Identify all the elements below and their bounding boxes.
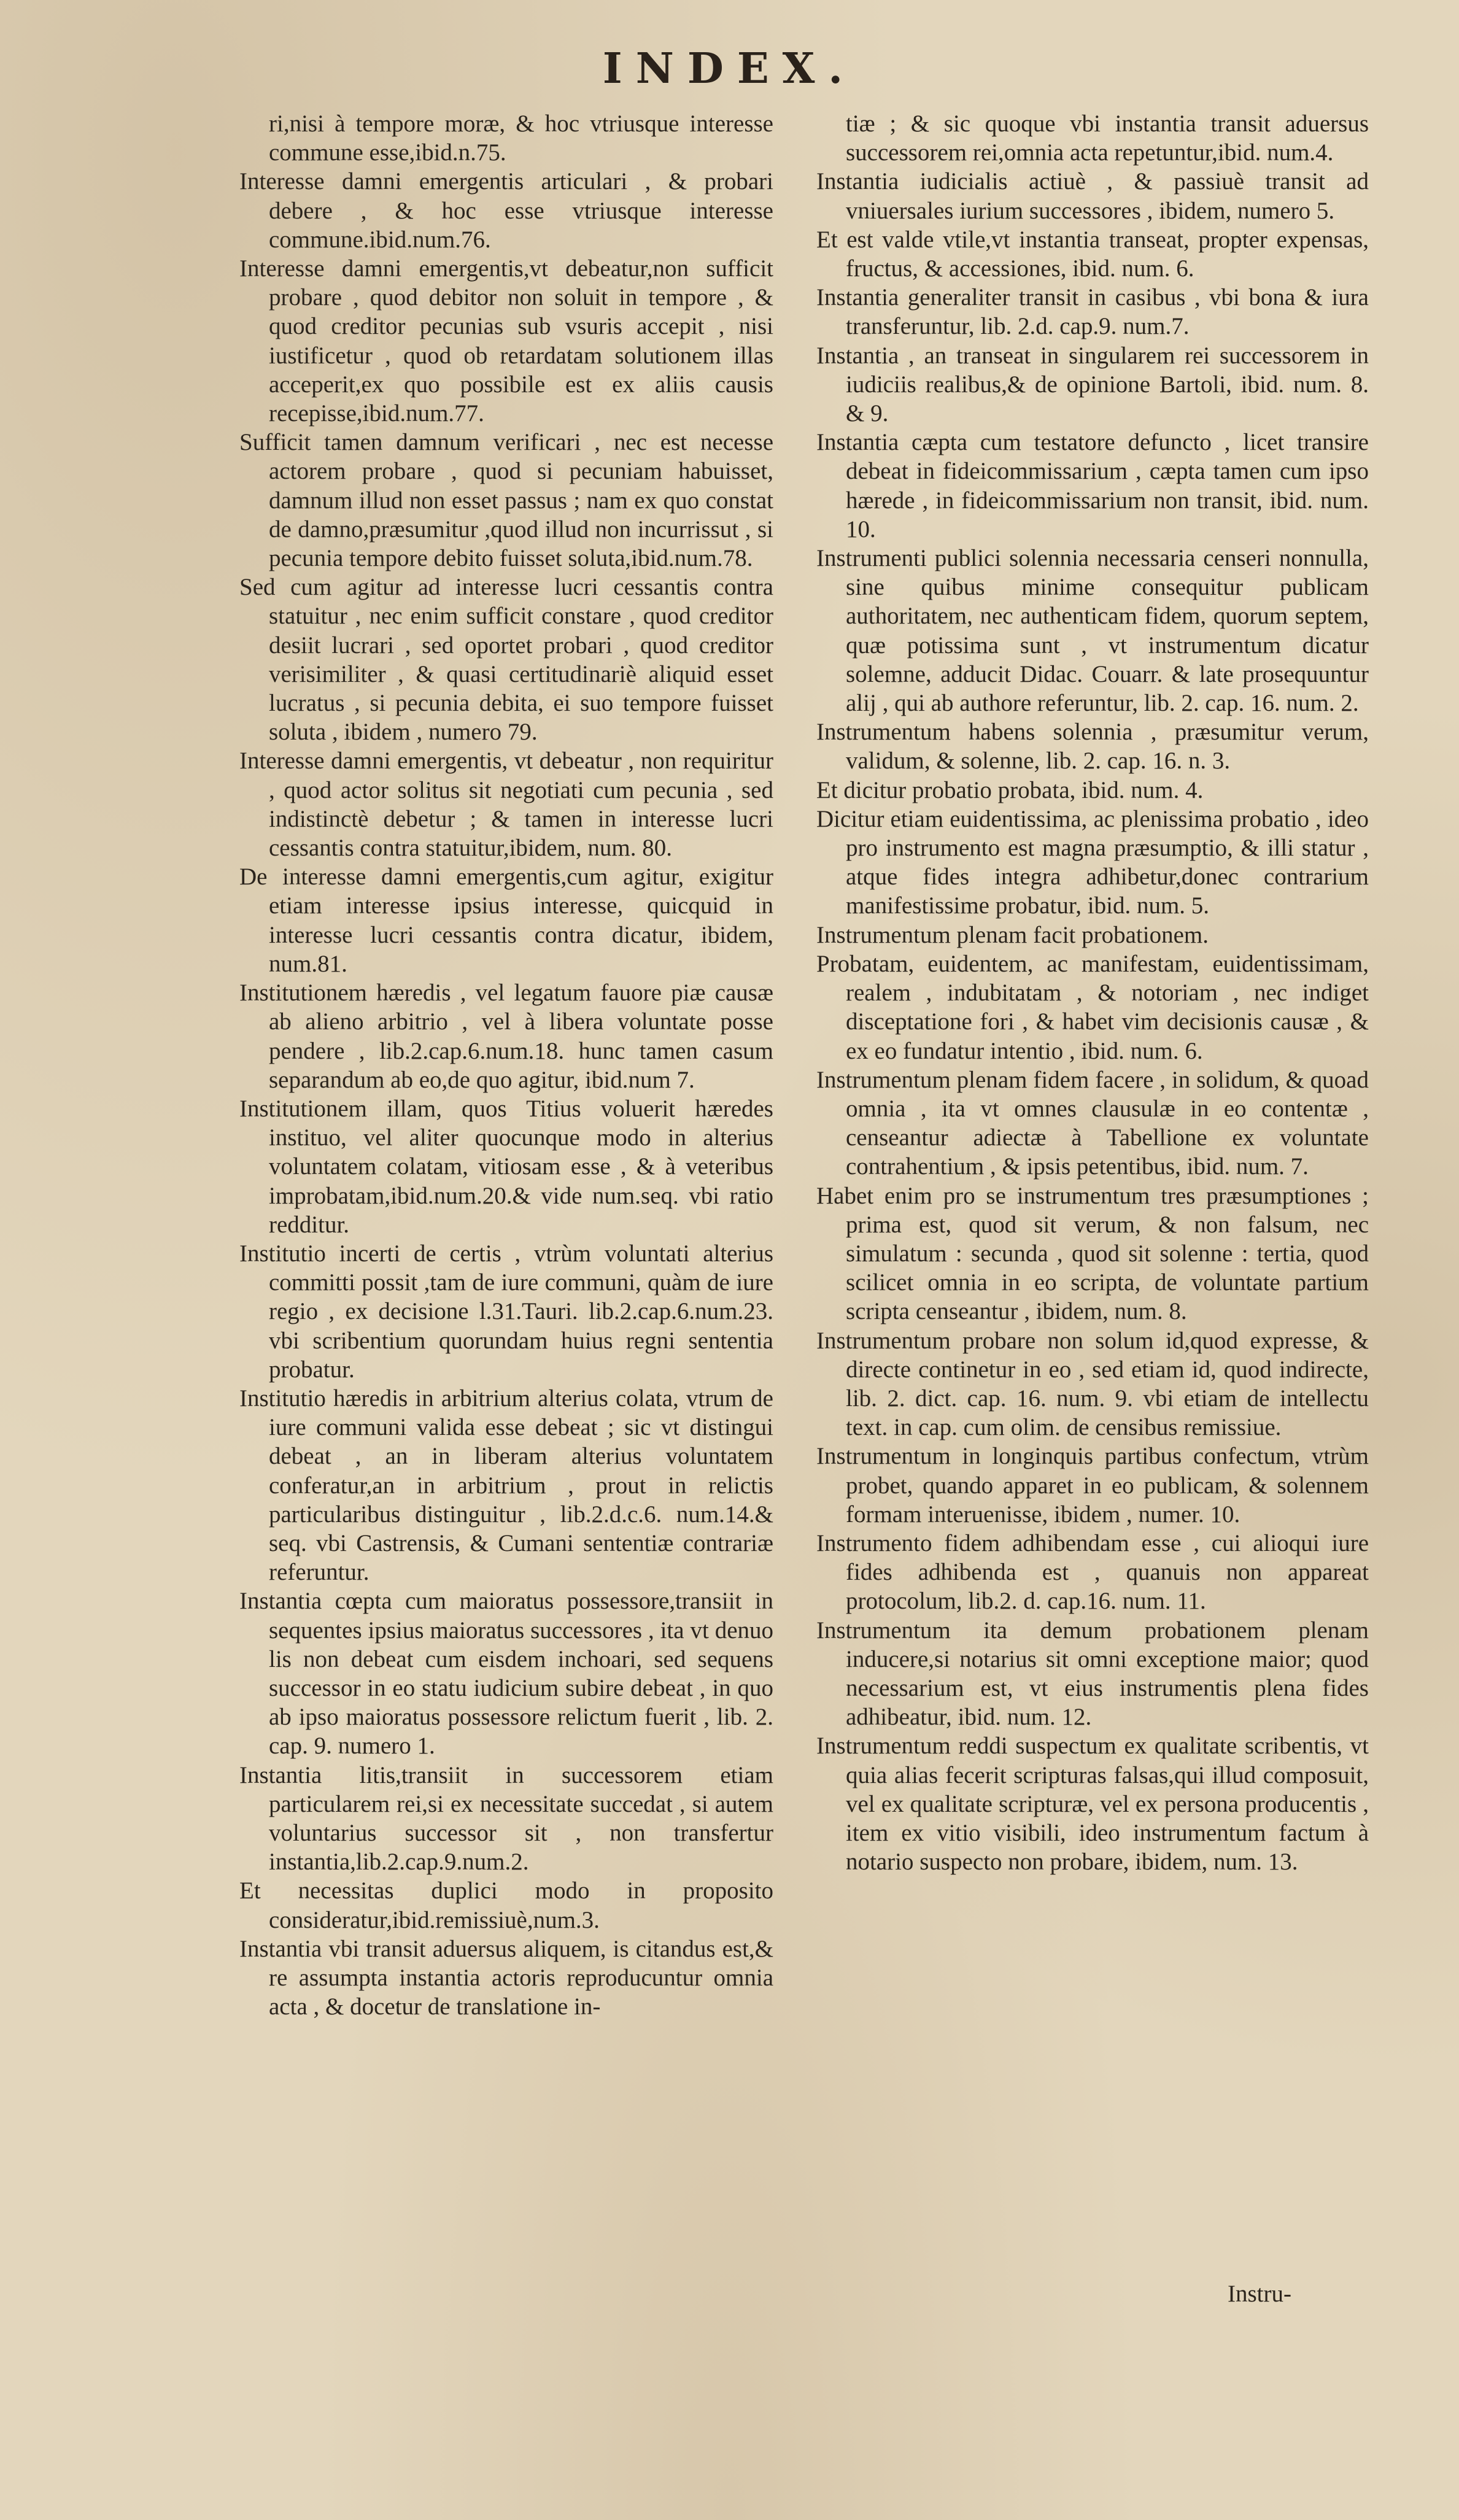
index-entry: Probatam, euidentem, ac manifestam, euidentissimam, realem , indubitatam , & notoriam , nec indiget disceptatione fori , & habet vim decisionis causæ , & ex eo fundatur intentio , ibid. num. 6. [816, 950, 1369, 1064]
index-entry: Instantia cæpta cum testatore defuncto , licet transire debeat in fideicommissarium , cæpta tamen cum ipso hærede , in fideicommissarium non transit, ibid. num. 10. [816, 429, 1369, 543]
index-entry: Et dicitur probatio probata, ibid. num. 4. [816, 776, 1204, 803]
index-column-right [816, 109, 1369, 1876]
page-title: INDEX. [602, 44, 857, 93]
index-entry: Instrumentum ita demum probationem plenam inducere,si notarius sit omni exceptione maior; quod necessarium est, vt eius instrumentis plena fides adhibeatur, ibid. num. 12. [816, 1617, 1369, 1731]
index-entry: Instrumenti publici solennia necessaria censeri nonnulla, sine quibus minime consequitur publicam authoritatem, nec authenticam fidem, quorum septem, quæ potissima sunt , vt instrumentum dicatur solemne, adducit Didac. Couarr. & late prosequuntur alij , qui ab authore referuntur, lib. 2. cap. 16. num. 2. [816, 545, 1369, 717]
index-entry: Instantia iudicialis actiuè , & passiuè transit ad vniuersales iurium successores , ibidem, numero 5. [816, 168, 1369, 224]
index-entry: Habet enim pro se instrumentum tres præsumptiones ; prima est, quod sit verum, & non falsum, nec simulatum : secunda , quod sit solenne : tertia, quod scilicet omnia in eo scripta, de voluntate partium scripta censeantur , ibidem, num. 8. [816, 1182, 1369, 1325]
index-entry: Instantia vbi transit aduersus aliquem, is citandus est,& re assumpta instantia actoris reproducuntur omnia acta , & docetur de translatione in- [239, 1935, 773, 2020]
index-entry: Instrumentum probare non solum id,quod expresse, & directe continetur in eo , sed etiam id, quod indirecte, lib. 2. dict. cap. 16. num. 9. vbi etiam de intellectu text. in cap. cum olim. de censibus remissiue. [816, 1327, 1369, 1441]
index-entry: Interesse damni emergentis articulari , & probari debere , & hoc esse vtriusque interesse commune.ibid.num.76. [239, 168, 773, 253]
index-entry: tiæ ; & sic quoque vbi instantia transit aduersus successorem rei,omnia acta repetuntur,ibid. num.4. [846, 110, 1369, 166]
index-entry: Instrumento fidem adhibendam esse , cui alioqui iure fides adhibenda est , quanuis non appareat protocolum, lib.2. d. cap.16. num. 11. [816, 1529, 1369, 1615]
index-entry: Interesse damni emergentis,vt debeatur,non sufficit probare , quod debitor non soluit in tempore , & quod creditor pecunias sub vsuris accepit , nisi iustificetur , quod ob retardatam solutionem illas acceperit,ex quo possibile est ex aliis causis recepisse,ibid.num.77. [239, 255, 773, 427]
index-entry: Instantia litis,transiit in successorem etiam particularem rei,si ex necessitate succedat , si autem voluntarius successor sit , non transfertur instantia,lib.2.cap.9.num.2. [239, 1761, 773, 1876]
index-entry: Instrumentum plenam facit probationem. [816, 921, 1209, 948]
index-entry: Institutio hæredis in arbitrium alterius colata, vtrum de iure communi valida esse debeat ; sic vt distingui debeat , an in liberam alterius voluntatem conferatur,an in arbitrium , prout in relictis particularibus distinguitur , lib.2.d.c.6. num.14.& seq. vbi Castrensis, & Cumani sententiæ contrariæ referuntur. [239, 1385, 773, 1586]
catchword: Instru- [1228, 2281, 1291, 2307]
index-entry: De interesse damni emergentis,cum agitur, exigitur etiam interesse ipsius interesse, quicquid in interesse lucri cessantis contra dicatur, ibidem, num.81. [239, 864, 773, 977]
index-entry: Institutionem illam, quos Titius voluerit hæredes instituo, vel aliter quocunque modo in alterius voluntatem colatam, vitiosam esse , & à veteribus improbatam,ibid.num.20.& vide num.seq. vbi ratio redditur. [239, 1095, 773, 1238]
index-entry: Sufficit tamen damnum verificari , nec est necesse actorem probare , quod si pecuniam habuisset, damnum illud non esset passus ; nam ex quo constat de damno,præsumitur ,quod illud non incurrissut , si pecunia tempore debito fuisset soluta,ibid.num.78. [239, 429, 773, 572]
index-entry: Dicitur etiam euidentissima, ac plenissima probatio , ideo pro instrumento est magna præsumptio, & illi statur , atque fides integra adhibetur,donec contrarium manifestissime probatur, ibid. num. 5. [816, 805, 1369, 919]
index-entry: Institutio incerti de certis , vtrùm voluntati alterius committi possit ,tam de iure communi, quàm de iure regio , ex decisione l.31.Tauri. lib.2.cap.6.num.23. vbi scribentium quorundam huius regni sententia probatur. [239, 1240, 773, 1383]
index-entry: Instrumentum in longinquis partibus confectum, vtrùm probet, quando apparet in eo publicam, & solennem formam interuenisse, ibidem , numer. 10. [816, 1443, 1369, 1528]
index-entry: Instrumentum reddi suspectum ex qualitate scribentis, vt quia alias fecerit scripturas falsas,qui illud composuit, vel ex qualitate scripturæ, vel ex persona producentis , item ex vitio visibili, ideo instrumentum factum à notario suspecto non probare, ibidem, num. 13. [816, 1733, 1369, 1876]
index-entry: Interesse damni emergentis, vt debeatur , non requiritur , quod actor solitus sit negotiati cum pecunia , sed indistinctè debetur ; & tamen in interesse lucri cessantis contra statuitur,ibidem, num. 80. [239, 748, 773, 862]
index-entry: Et est valde vtile,vt instantia transeat, propter expensas, fructus, & accessiones, ibid. num. 6. [816, 226, 1369, 282]
index-entry: Et necessitas duplici modo in proposito consideratur,ibid.remissiuè,num.3. [239, 1877, 773, 1933]
index-entry: Sed cum agitur ad interesse lucri cessantis contra statuitur , nec enim sufficit constare , quod creditor desiit lucrari , sed oportet probari , quod creditor verisimiliter , & quasi certitudinariè aliquid esset lucratus , si pecunia debita, ei suo tempore fuisset soluta , ibidem , numero 79. [239, 574, 773, 746]
index-entry: Instantia generaliter transit in casibus , vbi bona & iura transferuntur, lib. 2.d. cap.9. num.7. [816, 284, 1369, 340]
index-entry: Instantia , an transeat in singularem rei successorem in iudiciis realibus,& de opinione Bartoli, ibid. num. 8. & 9. [816, 342, 1369, 427]
index-entry: Instantia cœpta cum maioratus possessore,transiit in sequentes ipsius maioratus successores , ita vt denuo lis non debeat cum eisdem inchoari, sed sequens successor in eo statu iudicium subire debeat , in quo ab ipso maioratus possessore relictum fuerit , lib. 2. cap. 9. numero 1. [239, 1588, 773, 1760]
index-entry: Institutionem hæredis , vel legatum fauore piæ causæ ab alieno arbitrio , vel à libera voluntate posse pendere , lib.2.cap.6.num.18. hunc tamen casum separandum ab eo,de quo agitur, ibid.num 7. [239, 980, 773, 1093]
index-entry: Instrumentum habens solennia , præsumitur verum, validum, & solenne, lib. 2. cap. 16. n. 3. [816, 719, 1369, 775]
index-entry: ri,nisi à tempore moræ, & hoc vtriusque interesse commune esse,ibid.n.75. [269, 110, 773, 166]
index-entry: Instrumentum plenam fidem facere , in solidum, & quoad omnia , ita vt omnes clausulæ in eo contentæ , censeantur adiectæ à Tabellione ex voluntate contrahentium , & ipsis petentibus, ibid. num. 7. [816, 1066, 1369, 1180]
index-column-left [239, 109, 773, 2021]
